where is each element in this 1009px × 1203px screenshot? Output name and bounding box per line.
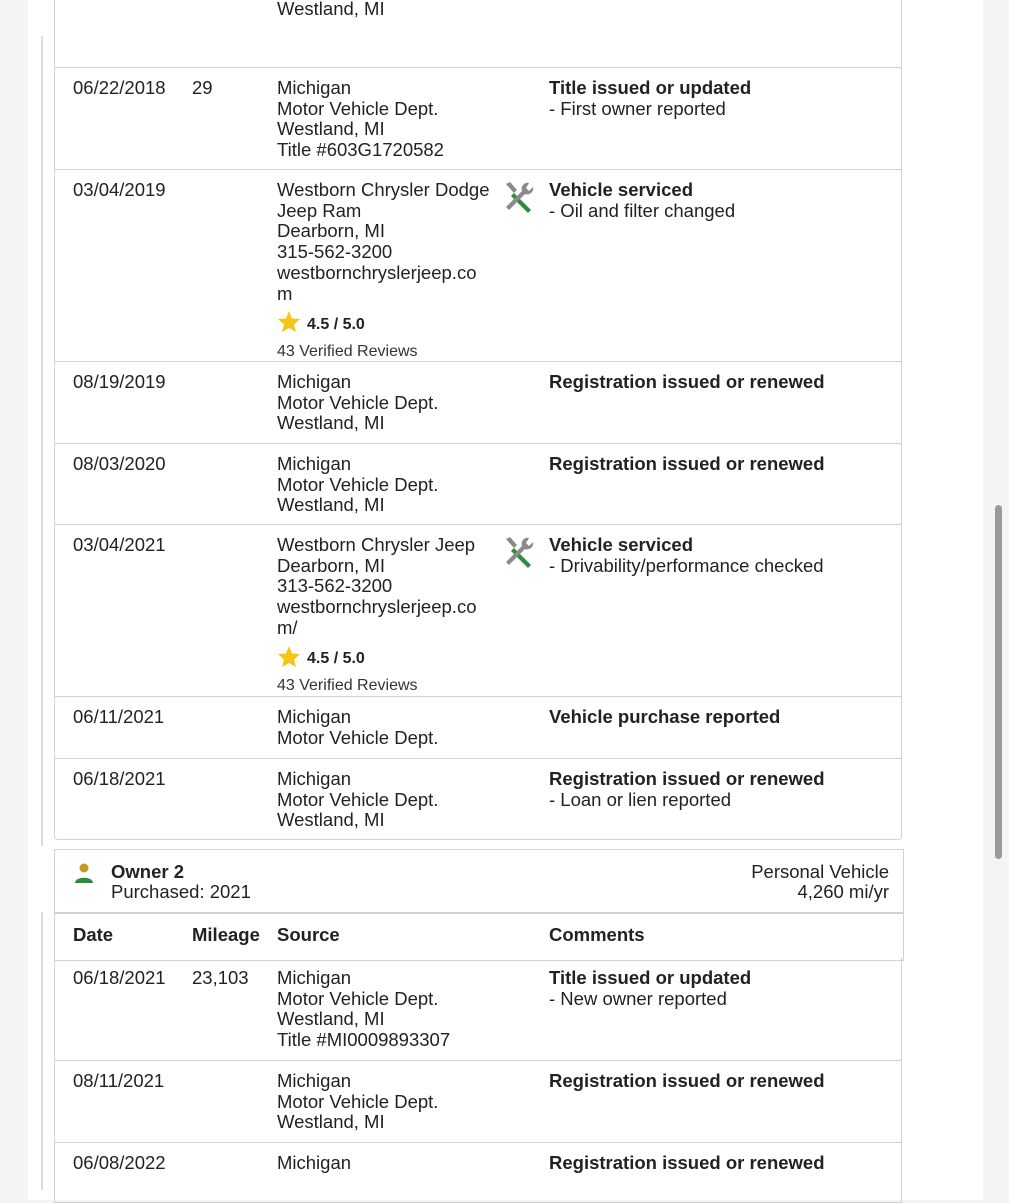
comment-title: Vehicle serviced [549, 179, 693, 200]
source-line: Motor Vehicle Dept. [277, 726, 439, 748]
comment-detail: - Drivability/performance checked [549, 554, 824, 576]
source-line: Motor Vehicle Dept. [277, 97, 439, 119]
row-date: 03/04/2021 [73, 534, 166, 555]
owner2-table-header [54, 912, 904, 961]
row-source [277, 454, 502, 516]
row-comments [549, 1153, 899, 1174]
source-line: Motor Vehicle Dept. [277, 473, 439, 495]
owner-name: Owner 2 [111, 861, 184, 882]
row-comments [549, 707, 899, 728]
row-date: 06/08/2022 [73, 1152, 166, 1173]
source-line: Michigan [277, 706, 352, 727]
table-row [54, 958, 902, 1061]
row-source [277, 1071, 502, 1133]
header-mileage: Mileage [192, 924, 260, 945]
table-row [54, 1061, 902, 1143]
comment-title: Title issued or updated [549, 967, 752, 988]
source-line: Title #MI0009893307 [277, 1029, 451, 1051]
row-date: 06/18/2021 [73, 768, 166, 789]
source-line: Westland, MI [277, 494, 385, 516]
table-row [54, 68, 902, 170]
rating-value: 4.5 / 5.0 [307, 315, 365, 333]
comment-title: Vehicle serviced [549, 534, 693, 555]
row-comments [549, 180, 899, 221]
scrollbar[interactable] [995, 505, 1002, 859]
row-comments [549, 78, 899, 119]
vehicle-type: Personal Vehicle [751, 861, 889, 882]
row-comments [549, 535, 899, 576]
source-line: Westland, MI [277, 412, 385, 434]
comment-detail: - Loan or lien reported [549, 788, 732, 810]
row-source [277, 535, 502, 697]
row-date: 08/03/2020 [73, 453, 166, 474]
service-tools-icon [501, 535, 535, 569]
row-date: 06/18/2021 [73, 967, 166, 988]
row-date: 06/22/2018 [73, 77, 166, 98]
rating [277, 310, 502, 340]
row-date: 06/11/2021 [73, 706, 165, 727]
row-comments [549, 968, 899, 1009]
row-source [277, 372, 502, 434]
source-line: Jeep Ram [277, 199, 362, 221]
row-source [277, 707, 502, 748]
comment-detail: - New owner reported [549, 987, 727, 1009]
row-source [277, 1153, 502, 1174]
table-row [54, 170, 902, 362]
source-line: Title #603G1720582 [277, 139, 444, 161]
rating [277, 645, 502, 675]
table-row [54, 1143, 902, 1203]
comment-title: Registration issued or renewed [549, 371, 825, 392]
comment-title: Registration issued or renewed [549, 1152, 825, 1173]
table-row [54, 362, 902, 444]
row-mileage: 23,103 [192, 967, 249, 988]
service-tools-icon [501, 180, 535, 214]
star-icon [277, 310, 307, 340]
comment-title: Registration issued or renewed [549, 768, 825, 789]
row-source [277, 769, 502, 831]
comment-title: Title issued or updated [549, 77, 752, 98]
source-line: Motor Vehicle Dept. [277, 391, 439, 413]
person-icon [74, 863, 94, 890]
header-comments: Comments [549, 924, 645, 945]
source-line: Michigan [277, 768, 352, 789]
table-row [54, 0, 902, 68]
source-line: Michigan [277, 453, 352, 474]
row-date: 08/11/2021 [73, 1070, 165, 1091]
header-date: Date [73, 924, 114, 945]
row-source [277, 180, 502, 363]
source-line: 315-562-3200 [277, 241, 393, 263]
miles-per-year: 4,260 mi/yr [797, 881, 889, 902]
row-mileage: 29 [192, 77, 213, 98]
row-date: 08/19/2019 [73, 371, 166, 392]
table-row [54, 697, 902, 759]
source-line: Dearborn, MI [277, 220, 385, 242]
verified-reviews-link[interactable]: 43 Verified Reviews [277, 677, 418, 695]
star-icon [277, 645, 307, 675]
row-source [277, 78, 502, 161]
source-line: Westland, MI [277, 809, 385, 831]
source-line: m [277, 282, 293, 304]
source-line: Motor Vehicle Dept. [277, 1090, 439, 1112]
source-line: Dearborn, MI [277, 554, 385, 576]
source-line: Michigan [277, 1152, 352, 1173]
source-line: Michigan [277, 371, 352, 392]
source-line: Westborn Chrysler Jeep [277, 534, 476, 555]
header-source: Source [277, 924, 340, 945]
owner2-header [54, 849, 904, 912]
verified-reviews-link[interactable]: 43 Verified Reviews [277, 342, 418, 360]
source-line: Westland, MI [277, 118, 385, 140]
source-line: westbornchryslerjeep.co [277, 596, 477, 618]
source-line: Motor Vehicle Dept. [277, 987, 439, 1009]
source-line: Michigan [277, 77, 352, 98]
rating-value: 4.5 / 5.0 [307, 650, 365, 668]
comment-detail: - Oil and filter changed [549, 199, 736, 221]
comment-detail: - First owner reported [549, 97, 726, 119]
source-line: Westland, MI [277, 0, 385, 19]
comment-title: Registration issued or renewed [549, 1070, 825, 1091]
table-row [54, 759, 902, 840]
row-comments [549, 454, 899, 475]
source-line: 313-562-3200 [277, 575, 393, 597]
source-line: m/ [277, 616, 298, 638]
owner-purchased: Purchased: 2021 [111, 881, 251, 902]
row-date: 03/04/2019 [73, 179, 166, 200]
row-source [277, 0, 502, 20]
table-row [54, 525, 902, 697]
source-line: Motor Vehicle Dept. [277, 788, 439, 810]
source-line: Michigan [277, 967, 352, 988]
source-line: Michigan [277, 1070, 352, 1091]
source-line: Westland, MI [277, 1008, 385, 1030]
comment-title: Vehicle purchase reported [549, 706, 781, 727]
table-row [54, 444, 902, 525]
comment-title: Registration issued or renewed [549, 453, 825, 474]
source-line: Westborn Chrysler Dodge [277, 179, 490, 200]
source-line: westbornchryslerjeep.co [277, 261, 477, 283]
row-comments [549, 372, 899, 393]
row-source [277, 968, 502, 1051]
row-comments [549, 1071, 899, 1092]
row-comments [549, 769, 899, 810]
left-rule [41, 36, 43, 846]
left-rule [41, 912, 43, 1190]
source-line: Westland, MI [277, 1111, 385, 1133]
